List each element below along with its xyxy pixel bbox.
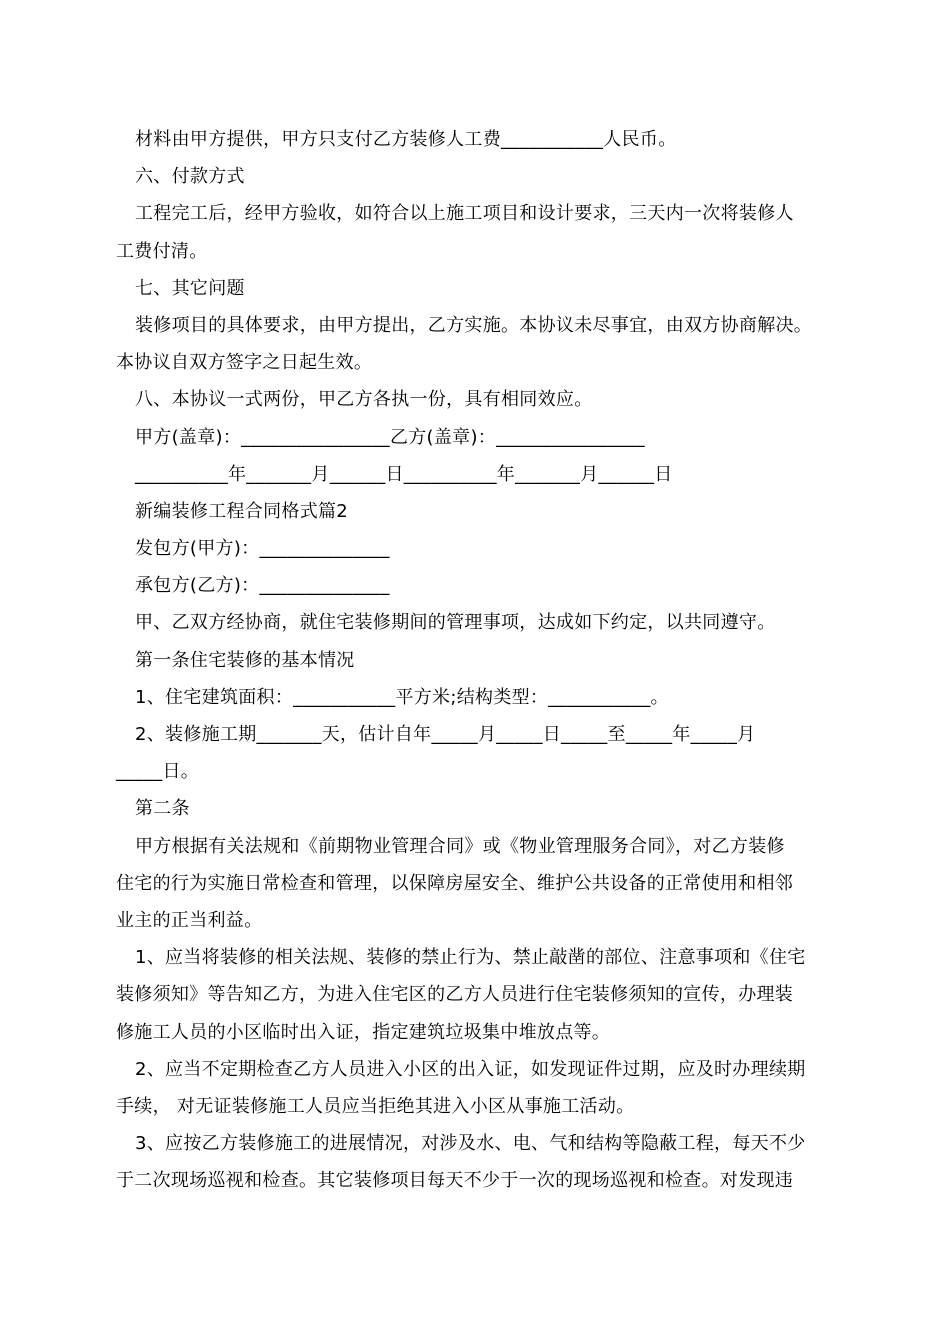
text-line: 3、应按乙方装修施工的进展情况，对涉及水、电、气和结构等隐蔽工程，每天不少: [135, 1133, 806, 1155]
document-subtitle: 新编装修工程合同格式篇2: [135, 500, 349, 522]
article-heading: 第一条住宅装修的基本情况: [135, 649, 355, 671]
text-line: 工程完工后，经甲方验收，如符合以上施工项目和设计要求，三天内一次将装修人: [135, 203, 794, 225]
article-heading: 第二条: [135, 798, 190, 820]
text-line: 材料由甲方提供，甲方只支付乙方装修人工费___________人民币。: [135, 129, 677, 150]
text-line: 甲、乙双方经协商，就住宅装修期间的管理事项，达成如下约定，以共同遵守。: [135, 612, 776, 634]
text-line: 甲方根据有关法规和《前期物业管理合同》或《物业管理服务合同》，对乙方装修: [135, 835, 785, 857]
text-line: 业主的正当利益。: [116, 909, 263, 931]
date-line: __________年_______月______日__________年_______月______日: [135, 463, 673, 485]
text-line: 修施工人员的小区临时出入证，指定建筑垃圾集中堆放点等。: [116, 1021, 611, 1043]
text-line: 1、应当将装修的相关法规、装修的禁止行为、禁止敲凿的部位、注意事项和《住宅: [135, 947, 806, 969]
document-body: [116, 121, 850, 1199]
text-line: 2、应当不定期检查乙方人员进入小区的出入证，如发现证件过期，应及时办理续期: [135, 1058, 806, 1080]
section-heading: 七、其它问题: [135, 277, 245, 299]
section-heading: 六、付款方式: [135, 166, 245, 188]
text-line: 八、本协议一式两份，甲乙方各执一份，具有相同效应。: [135, 389, 593, 411]
text-line: 装修须知》等告知乙方，为进入住宅区的乙方人员进行住宅装修须知的宣传，办理装: [116, 984, 794, 1006]
text-line: 1、住宅建筑面积：___________平方米;结构类型：___________。: [135, 686, 669, 708]
party-a-field: 发包方(甲方)：______________: [135, 538, 390, 560]
party-b-field: 承包方(乙方)：______________: [135, 575, 390, 597]
text-line: 工费付清。: [116, 240, 208, 262]
text-line: 2、装修施工期_______天，估计自年_____月_____日_____至_____年_____月: [135, 724, 756, 745]
text-line: 装修项目的具体要求，由甲方提出，乙方实施。本协议未尽事宜，由双方协商解决。: [135, 314, 813, 336]
signature-line: 甲方(盖章)：________________乙方(盖章)：________________: [135, 426, 645, 448]
text-line: _____日。: [116, 761, 200, 783]
text-line: 本协议自双方签字之日起生效。: [116, 352, 373, 374]
text-line: 于二次现场巡视和检查。其它装修项目每天不少于一次的现场巡视和检查。对发现违: [116, 1170, 794, 1192]
text-line: 手续， 对无证装修施工人员应当拒绝其进入小区从事施工活动。: [116, 1095, 635, 1117]
text-line: 住宅的行为实施日常检查和管理，以保障房屋安全、维护公共设备的正常使用和相邻: [116, 872, 794, 894]
